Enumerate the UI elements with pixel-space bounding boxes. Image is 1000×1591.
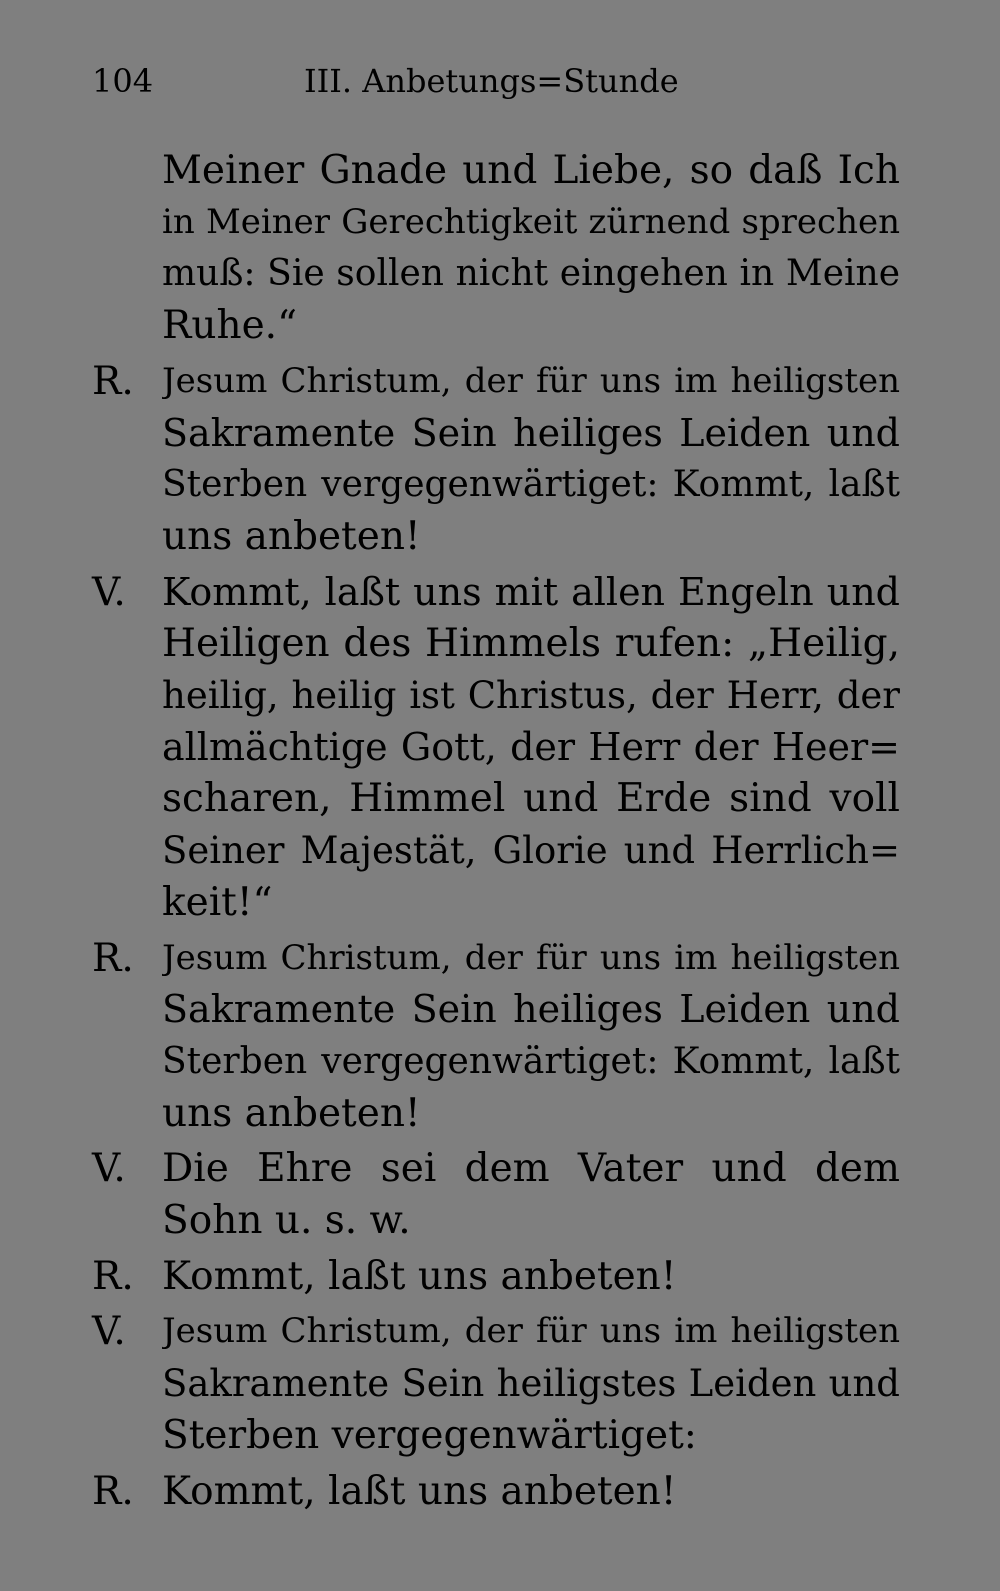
- text-line: scharen, Himmel und Erde sind voll: [162, 776, 900, 822]
- versicle-block: [92, 1143, 900, 1246]
- text-line: Sterben vergegenwärtiget: Kommt, laßt: [162, 1040, 900, 1082]
- text-line: uns anbeten!: [162, 1090, 421, 1136]
- text-line: Sakramente Sein heiliges Leiden und: [162, 410, 900, 455]
- text-line: keit!“: [162, 879, 273, 925]
- text-line: Sohn u. s. w.: [162, 1198, 411, 1244]
- text-line: Heiligen des Himmels rufen: „Heilig,: [162, 621, 900, 667]
- text-line: Kommt, laßt uns mit allen Engeln und: [162, 569, 900, 614]
- text-line: Sakramente Sein heiliges Leiden und: [162, 987, 900, 1032]
- text-line: Seiner Majestät, Glorie und Herrlich=: [162, 829, 900, 873]
- response-block: [92, 933, 900, 1140]
- block-text: [162, 145, 900, 352]
- response-marker: R.: [92, 1468, 134, 1514]
- running-title: III. Anbetungs=Stunde: [304, 62, 679, 100]
- block-text: [162, 1466, 900, 1518]
- response-marker: R.: [92, 1253, 134, 1299]
- response-marker: R.: [92, 358, 134, 404]
- block-text: [162, 567, 900, 929]
- text-line: in Meiner Gerechtigkeit zürnend sprechen: [162, 201, 900, 242]
- block-text: [162, 1251, 900, 1303]
- block-text: [162, 1143, 900, 1246]
- text-line: Jesum Christum, der für uns im heiligsten: [162, 1311, 900, 1352]
- text-line: Kommt, laßt uns anbeten!: [162, 1253, 677, 1299]
- response-block: [92, 1251, 900, 1303]
- text-line: Jesum Christum, der für uns im heiligsten: [162, 360, 900, 401]
- text-line: Sterben vergegenwärtiget:: [162, 1412, 697, 1458]
- versicle-marker: V.: [92, 1146, 126, 1192]
- text-line: Meiner Gnade und Liebe, so daß Ich: [162, 148, 900, 193]
- page-header: [92, 56, 892, 106]
- prayer-text: [92, 145, 900, 1521]
- response-block: [92, 356, 900, 563]
- block-text: [162, 356, 900, 563]
- response-marker: R.: [92, 935, 134, 981]
- response-block: [92, 1466, 900, 1518]
- continuation-block: [92, 145, 900, 352]
- text-line: heilig, heilig ist Christus, der Herr, der: [162, 674, 900, 718]
- versicle-marker: V.: [92, 569, 126, 615]
- text-line: Sterben vergegenwärtiget: Kommt, laßt: [162, 464, 900, 506]
- versicle-block: [92, 1306, 900, 1461]
- text-line: Die Ehre sei dem Vater und dem: [162, 1146, 900, 1192]
- text-line: muß: Sie sollen nicht eingehen in Meine: [162, 253, 900, 295]
- text-line: Kommt, laßt uns anbeten!: [162, 1468, 677, 1514]
- block-text: [162, 1306, 900, 1461]
- text-line: uns anbeten!: [162, 513, 421, 559]
- text-line: allmächtige Gott, der Herr der Heer=: [162, 724, 900, 769]
- block-text: [162, 933, 900, 1140]
- page-number: 104: [92, 62, 154, 100]
- text-line: Ruhe.“: [162, 303, 298, 349]
- versicle-block: [92, 567, 900, 929]
- text-line: Jesum Christum, der für uns im heiligsten: [162, 937, 900, 978]
- versicle-marker: V.: [92, 1309, 126, 1355]
- text-line: Sakramente Sein heiligstes Leiden und: [162, 1362, 900, 1406]
